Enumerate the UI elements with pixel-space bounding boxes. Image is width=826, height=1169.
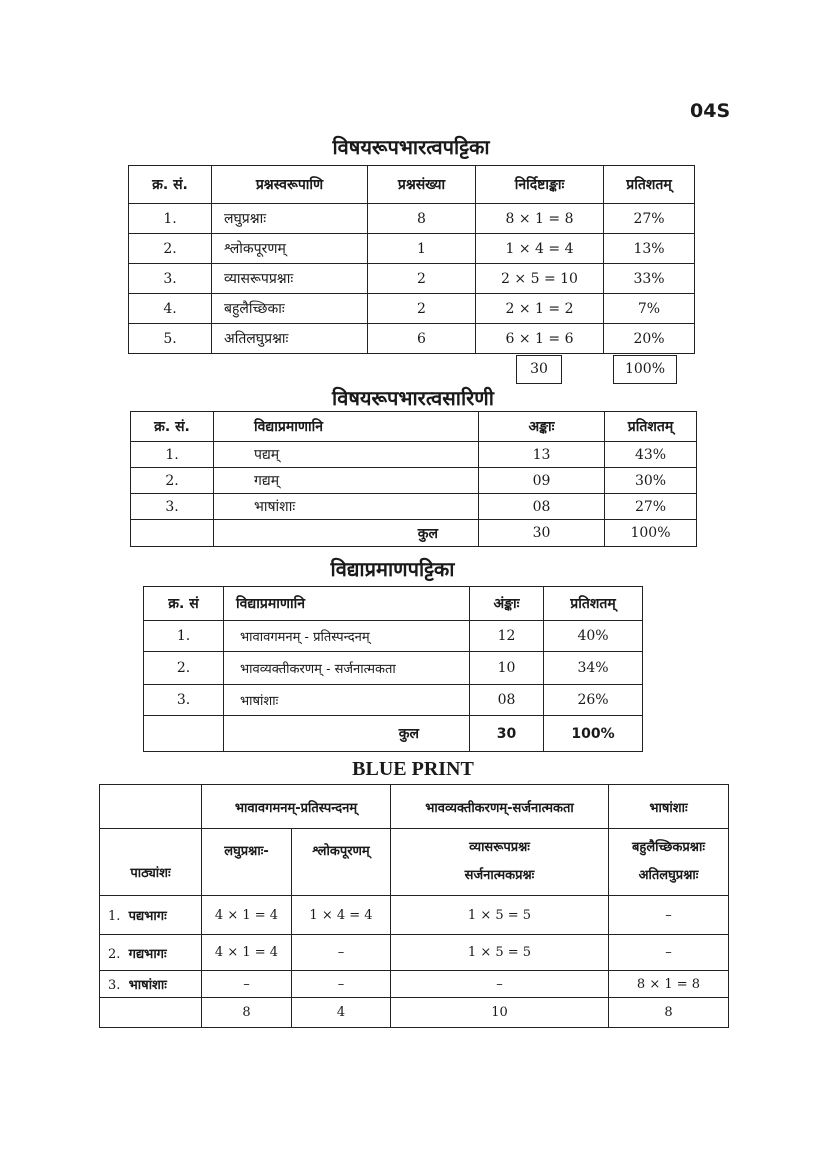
cell: 4 × 1 = 4 <box>202 935 292 971</box>
row-name: भाषांशाः <box>128 978 167 993</box>
group-header: भावव्यक्तीकरणम्-सर्जनात्मकता <box>391 785 609 829</box>
cell: 34% <box>544 652 643 685</box>
table-row <box>100 896 729 935</box>
page-code: 04S <box>690 100 731 122</box>
cell: 2. <box>131 468 214 494</box>
row-num: 3. <box>108 978 121 993</box>
table1-header: क्र. सं. <box>129 166 212 204</box>
table3-header: अंङ्काः <box>470 587 544 621</box>
cell: 3. <box>129 264 212 294</box>
total-cell: 4 <box>292 998 391 1028</box>
table-row <box>129 204 695 234</box>
total-cell: 8 <box>202 998 292 1028</box>
cell: 4 × 1 = 4 <box>202 896 292 935</box>
cell: 08 <box>470 685 544 716</box>
cell: 1 × 5 = 5 <box>391 935 609 971</box>
total-cell: 10 <box>391 998 609 1028</box>
sub-header: लघुप्रश्नाः- <box>202 829 292 896</box>
blueprint-title: BLUE PRINT <box>352 758 474 780</box>
sub-header-line: सर्जनात्मकप्रश्नः <box>464 868 535 883</box>
table2-header: विद्याप्रमाणानि <box>214 412 479 442</box>
table-row <box>129 294 695 324</box>
cell: 8 <box>368 204 476 234</box>
cell: 7% <box>604 294 695 324</box>
cell: श्लोकपूरणम् <box>212 234 368 264</box>
table-row <box>129 324 695 354</box>
cell: अतिलघुप्रश्नाः <box>212 324 368 354</box>
table-row <box>144 716 643 752</box>
table1-header: निर्दिष्टाङ्काः <box>476 166 604 204</box>
cell: – <box>292 971 391 998</box>
sub-header <box>609 829 729 896</box>
total-label: कुल <box>214 520 479 547</box>
cell: लघुप्रश्नाः <box>212 204 368 234</box>
cell: 6 <box>368 324 476 354</box>
cell: 13 <box>479 442 605 468</box>
cell: 40% <box>544 621 643 652</box>
sub-header <box>391 829 609 896</box>
cell: 2 × 1 = 2 <box>476 294 604 324</box>
table2-header: अङ्काः <box>479 412 605 442</box>
cell: गद्यम् <box>214 468 479 494</box>
table3-header: प्रतिशतम् <box>544 587 643 621</box>
cell: 2 <box>368 264 476 294</box>
table-row <box>100 935 729 971</box>
row-label <box>100 971 202 998</box>
empty-cell <box>100 998 202 1028</box>
row-num: 1. <box>108 909 121 924</box>
table-row <box>129 264 695 294</box>
table-row <box>131 520 697 547</box>
total-marks: 30 <box>479 520 605 547</box>
cell: 12 <box>470 621 544 652</box>
total-cell: 8 <box>609 998 729 1028</box>
cell: 1. <box>131 442 214 468</box>
table-row <box>129 234 695 264</box>
total-percent: 100% <box>605 520 697 547</box>
cell: 1. <box>144 621 224 652</box>
cell: 1 × 4 = 4 <box>476 234 604 264</box>
total-marks: 30 <box>470 716 544 752</box>
group-header: भावावगमनम्-प्रतिस्पन्दनम् <box>202 785 391 829</box>
row-num: 2. <box>108 946 121 962</box>
table-row <box>144 652 643 685</box>
cell: 1 × 4 = 4 <box>292 896 391 935</box>
total-percent: 100% <box>544 716 643 752</box>
sub-header: श्लोकपूरणम् <box>292 829 391 896</box>
cell: – <box>609 896 729 935</box>
table2 <box>130 411 697 547</box>
cell: 2. <box>144 652 224 685</box>
cell: 8 × 1 = 8 <box>476 204 604 234</box>
table-row <box>131 494 697 520</box>
cell: 3. <box>144 685 224 716</box>
table1-total-marks: 30 <box>516 355 562 384</box>
cell: 30% <box>605 468 697 494</box>
sub-header-line: व्यासरूपप्रश्नः <box>469 840 530 855</box>
table1-header: प्रतिशतम् <box>604 166 695 204</box>
cell: 20% <box>604 324 695 354</box>
group-header: भाषांशाः <box>609 785 729 829</box>
total-label: कुल <box>224 716 470 752</box>
cell: 2 <box>368 294 476 324</box>
row-name: गद्यभागः <box>128 946 167 962</box>
cell: 27% <box>605 494 697 520</box>
blueprint-table <box>99 784 729 1028</box>
cell: 2 × 5 = 10 <box>476 264 604 294</box>
sub-header-line: बहुलैच्छिकप्रश्नाः <box>632 840 705 855</box>
cell: 33% <box>604 264 695 294</box>
table-row <box>144 621 643 652</box>
table1-header: प्रश्नस्वरूपाणि <box>212 166 368 204</box>
empty-cell <box>144 716 224 752</box>
cell: भाषांशाः <box>224 685 470 716</box>
cell: 13% <box>604 234 695 264</box>
table-row <box>131 442 697 468</box>
cell: 09 <box>479 468 605 494</box>
cell: 1 <box>368 234 476 264</box>
cell: पद्यम् <box>214 442 479 468</box>
cell: 1. <box>129 204 212 234</box>
cell: 4. <box>129 294 212 324</box>
row-name: पद्यभागः <box>128 909 167 924</box>
cell: 10 <box>470 652 544 685</box>
cell: भावव्यक्तीकरणम् - सर्जनात्मकता <box>224 652 470 685</box>
cell: 26% <box>544 685 643 716</box>
cell: भाषांशाः <box>214 494 479 520</box>
cell: 08 <box>479 494 605 520</box>
row-label <box>100 896 202 935</box>
cell: 43% <box>605 442 697 468</box>
cell: 3. <box>131 494 214 520</box>
table1-title: विषयरूपभारत्वपट्टिका <box>332 135 490 159</box>
table-row <box>100 971 729 998</box>
table1-total-percent: 100% <box>613 355 677 384</box>
cell: भावावगमनम् - प्रतिस्पन्दनम् <box>224 621 470 652</box>
empty-cell <box>131 520 214 547</box>
row-label <box>100 935 202 971</box>
cell: – <box>609 935 729 971</box>
table2-header: क्र. सं. <box>131 412 214 442</box>
cell: – <box>391 971 609 998</box>
empty-cell <box>100 785 202 829</box>
cell: 2. <box>129 234 212 264</box>
row-header: पाठ्यांशः <box>100 829 202 896</box>
cell: – <box>292 935 391 971</box>
cell: 8 × 1 = 8 <box>609 971 729 998</box>
table3-header: क्र. सं <box>144 587 224 621</box>
sub-header-line: अतिलघुप्रश्नाः <box>638 868 699 883</box>
table3-title: विद्याप्रमाणपट्टिका <box>330 557 455 581</box>
cell: – <box>202 971 292 998</box>
cell: 27% <box>604 204 695 234</box>
table-row <box>100 998 729 1028</box>
table3 <box>143 586 643 752</box>
cell: बहुलैच्छिकाः <box>212 294 368 324</box>
table2-title: विषयरूपभारत्वसारिणी <box>332 386 494 410</box>
cell: 5. <box>129 324 212 354</box>
table1-header: प्रश्नसंख्या <box>368 166 476 204</box>
table1 <box>128 165 695 354</box>
table3-header: विद्याप्रमाणानि <box>224 587 470 621</box>
cell: 1 × 5 = 5 <box>391 896 609 935</box>
cell: 6 × 1 = 6 <box>476 324 604 354</box>
table-row <box>131 468 697 494</box>
table2-header: प्रतिशतम् <box>605 412 697 442</box>
table-row <box>144 685 643 716</box>
cell: व्यासरूपप्रश्नाः <box>212 264 368 294</box>
